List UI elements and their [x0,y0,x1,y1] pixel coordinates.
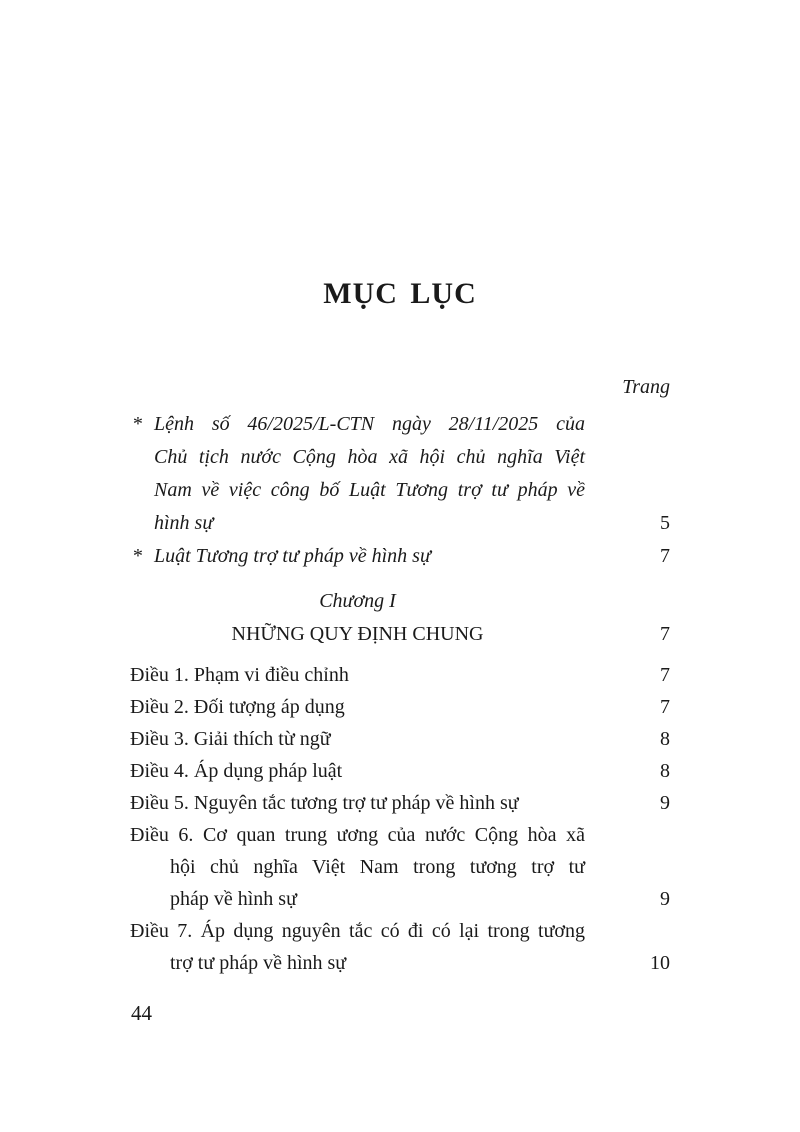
toc-entry-text [130,540,585,573]
toc-entry [130,659,670,691]
toc-entry [130,755,670,787]
toc-entry-page-number: 9 [660,792,670,814]
toc-entry-line: Điều 2. Đối tượng áp dụng [130,696,345,718]
toc-entry-line: Điều 1. Phạm vi điều chỉnh [130,664,349,686]
toc-entry-line: Điều 4. Áp dụng pháp luật [130,760,343,782]
toc-entry-line: Lệnh số 46/2025/L-CTN ngày 28/11/2025 của [154,413,585,435]
toc-entry-text [130,659,585,691]
toc-entry [130,408,670,540]
toc-entry-text [130,755,585,787]
toc-entry-page-number: 7 [660,696,670,718]
toc-entry [130,787,670,819]
toc-entry [130,723,670,755]
toc-entry [130,819,670,915]
front-matter-list [130,408,670,573]
chapter-label-row [130,585,670,618]
toc-entry-line: hội chủ nghĩa Việt Nam trong tương trợ tư [170,856,585,878]
toc-entry [130,691,670,723]
toc-entry-line: Điều 7. Áp dụng nguyên tắc có đi có lại trong tương [130,920,585,942]
folio-page-number: 44 [131,1001,152,1025]
chapter-title: NHỮNG QUY ĐỊNH CHUNG [231,623,484,645]
chapter-title-row [130,618,670,651]
chapter-page-number: 7 [660,623,670,645]
page-column-header: Trang [622,376,670,398]
toc-entry-text [130,787,585,819]
toc-entry-page-number: 7 [660,545,670,567]
toc-entry-line: trợ tư pháp về hình sự [170,952,347,974]
toc-entry-text [130,408,585,540]
toc-entry-line: Luật Tương trợ tư pháp về hình sự [154,545,431,567]
toc-entry-page-number: 9 [660,888,670,910]
toc-entry-line: Nam về việc công bố Luật Tương trợ tư pháp về [154,479,585,501]
toc-entry-line: Chủ tịch nước Cộng hòa xã hội chủ nghĩa Việt [154,446,585,468]
toc-entry-lines [130,408,585,540]
page-title: MỤC LỤC [323,277,477,310]
chapter-label: Chương I [319,590,396,612]
toc-entry-text [130,915,585,979]
toc-entry-text [130,819,585,915]
toc-entry-line: Điều 5. Nguyên tắc tương trợ tư pháp về hình sự [130,792,519,814]
toc-entry-page-number: 5 [660,512,670,534]
toc-entry-text [130,723,585,755]
articles-list [130,659,670,979]
entry-asterisk-marker: * [132,545,142,567]
toc-entry-page-number: 7 [660,664,670,686]
toc-entry-page-number: 8 [660,760,670,782]
document-page [130,0,670,979]
toc-entry-line: Điều 3. Giải thích từ ngữ [130,728,331,750]
toc-entry-page-number: 10 [650,952,670,974]
toc-entry-text [130,691,585,723]
toc-entry [130,540,670,573]
toc-entry-lines [130,540,585,573]
toc-entry-line: Điều 6. Cơ quan trung ương của nước Cộng hòa xã [130,824,585,846]
toc-entry-line: hình sự [154,512,214,534]
toc-entry [130,915,670,979]
chapter-heading [130,585,670,651]
entry-asterisk-marker: * [132,413,142,435]
toc-entry-page-number: 8 [660,728,670,750]
toc-entry-line: pháp về hình sự [170,888,297,910]
